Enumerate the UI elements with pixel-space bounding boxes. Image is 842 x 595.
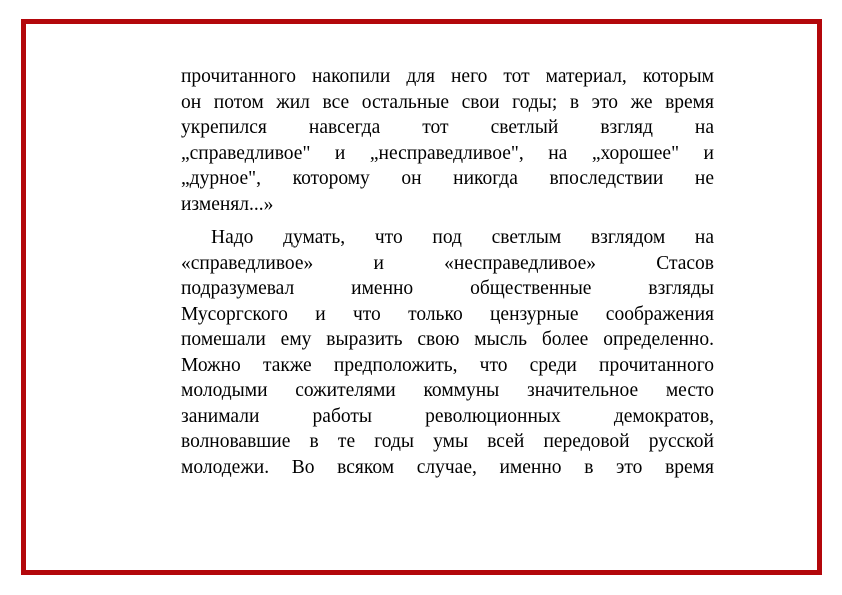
text-line: укрепился навсегда тот светлый взгляд на — [181, 117, 714, 138]
text-line: подразумевал именно общественные взгляды — [181, 278, 714, 299]
page-frame — [21, 19, 822, 575]
text-line: Надо думать, что под светлым взглядом на — [211, 227, 714, 248]
text-line: молодежи. Во всяком случае, именно в это время — [181, 456, 714, 478]
text-line: он потом жил все остальные свои годы; в это же время — [181, 91, 714, 113]
text-line: «справедливое» и «несправедливое» Стасов — [181, 252, 714, 274]
text-line: „дурное", которому он никогда впоследствии не — [181, 168, 714, 189]
text-line: помешали ему выразить свою мысль более определенно. — [181, 329, 714, 350]
text-line: Мусоргского и что только цензурные соображения — [181, 303, 714, 325]
paragraph-2 — [181, 225, 714, 480]
text-line: волновавшие в те годы умы всей передовой русской — [181, 431, 714, 452]
text-line: Можно также предположить, что среди прочитанного — [181, 354, 714, 376]
text-line: „справедливое" и „несправедливое", на „хорошее" и — [181, 142, 714, 164]
text-line: молодыми сожителями коммуны значительное место — [181, 380, 714, 401]
text-line: занимали работы революционных демократов, — [181, 405, 714, 427]
text-line: изменял...» — [181, 193, 274, 215]
document-body — [181, 64, 714, 480]
text-line: прочитанного накопили для него тот материал, которым — [181, 66, 714, 87]
paragraph-1 — [181, 64, 714, 217]
